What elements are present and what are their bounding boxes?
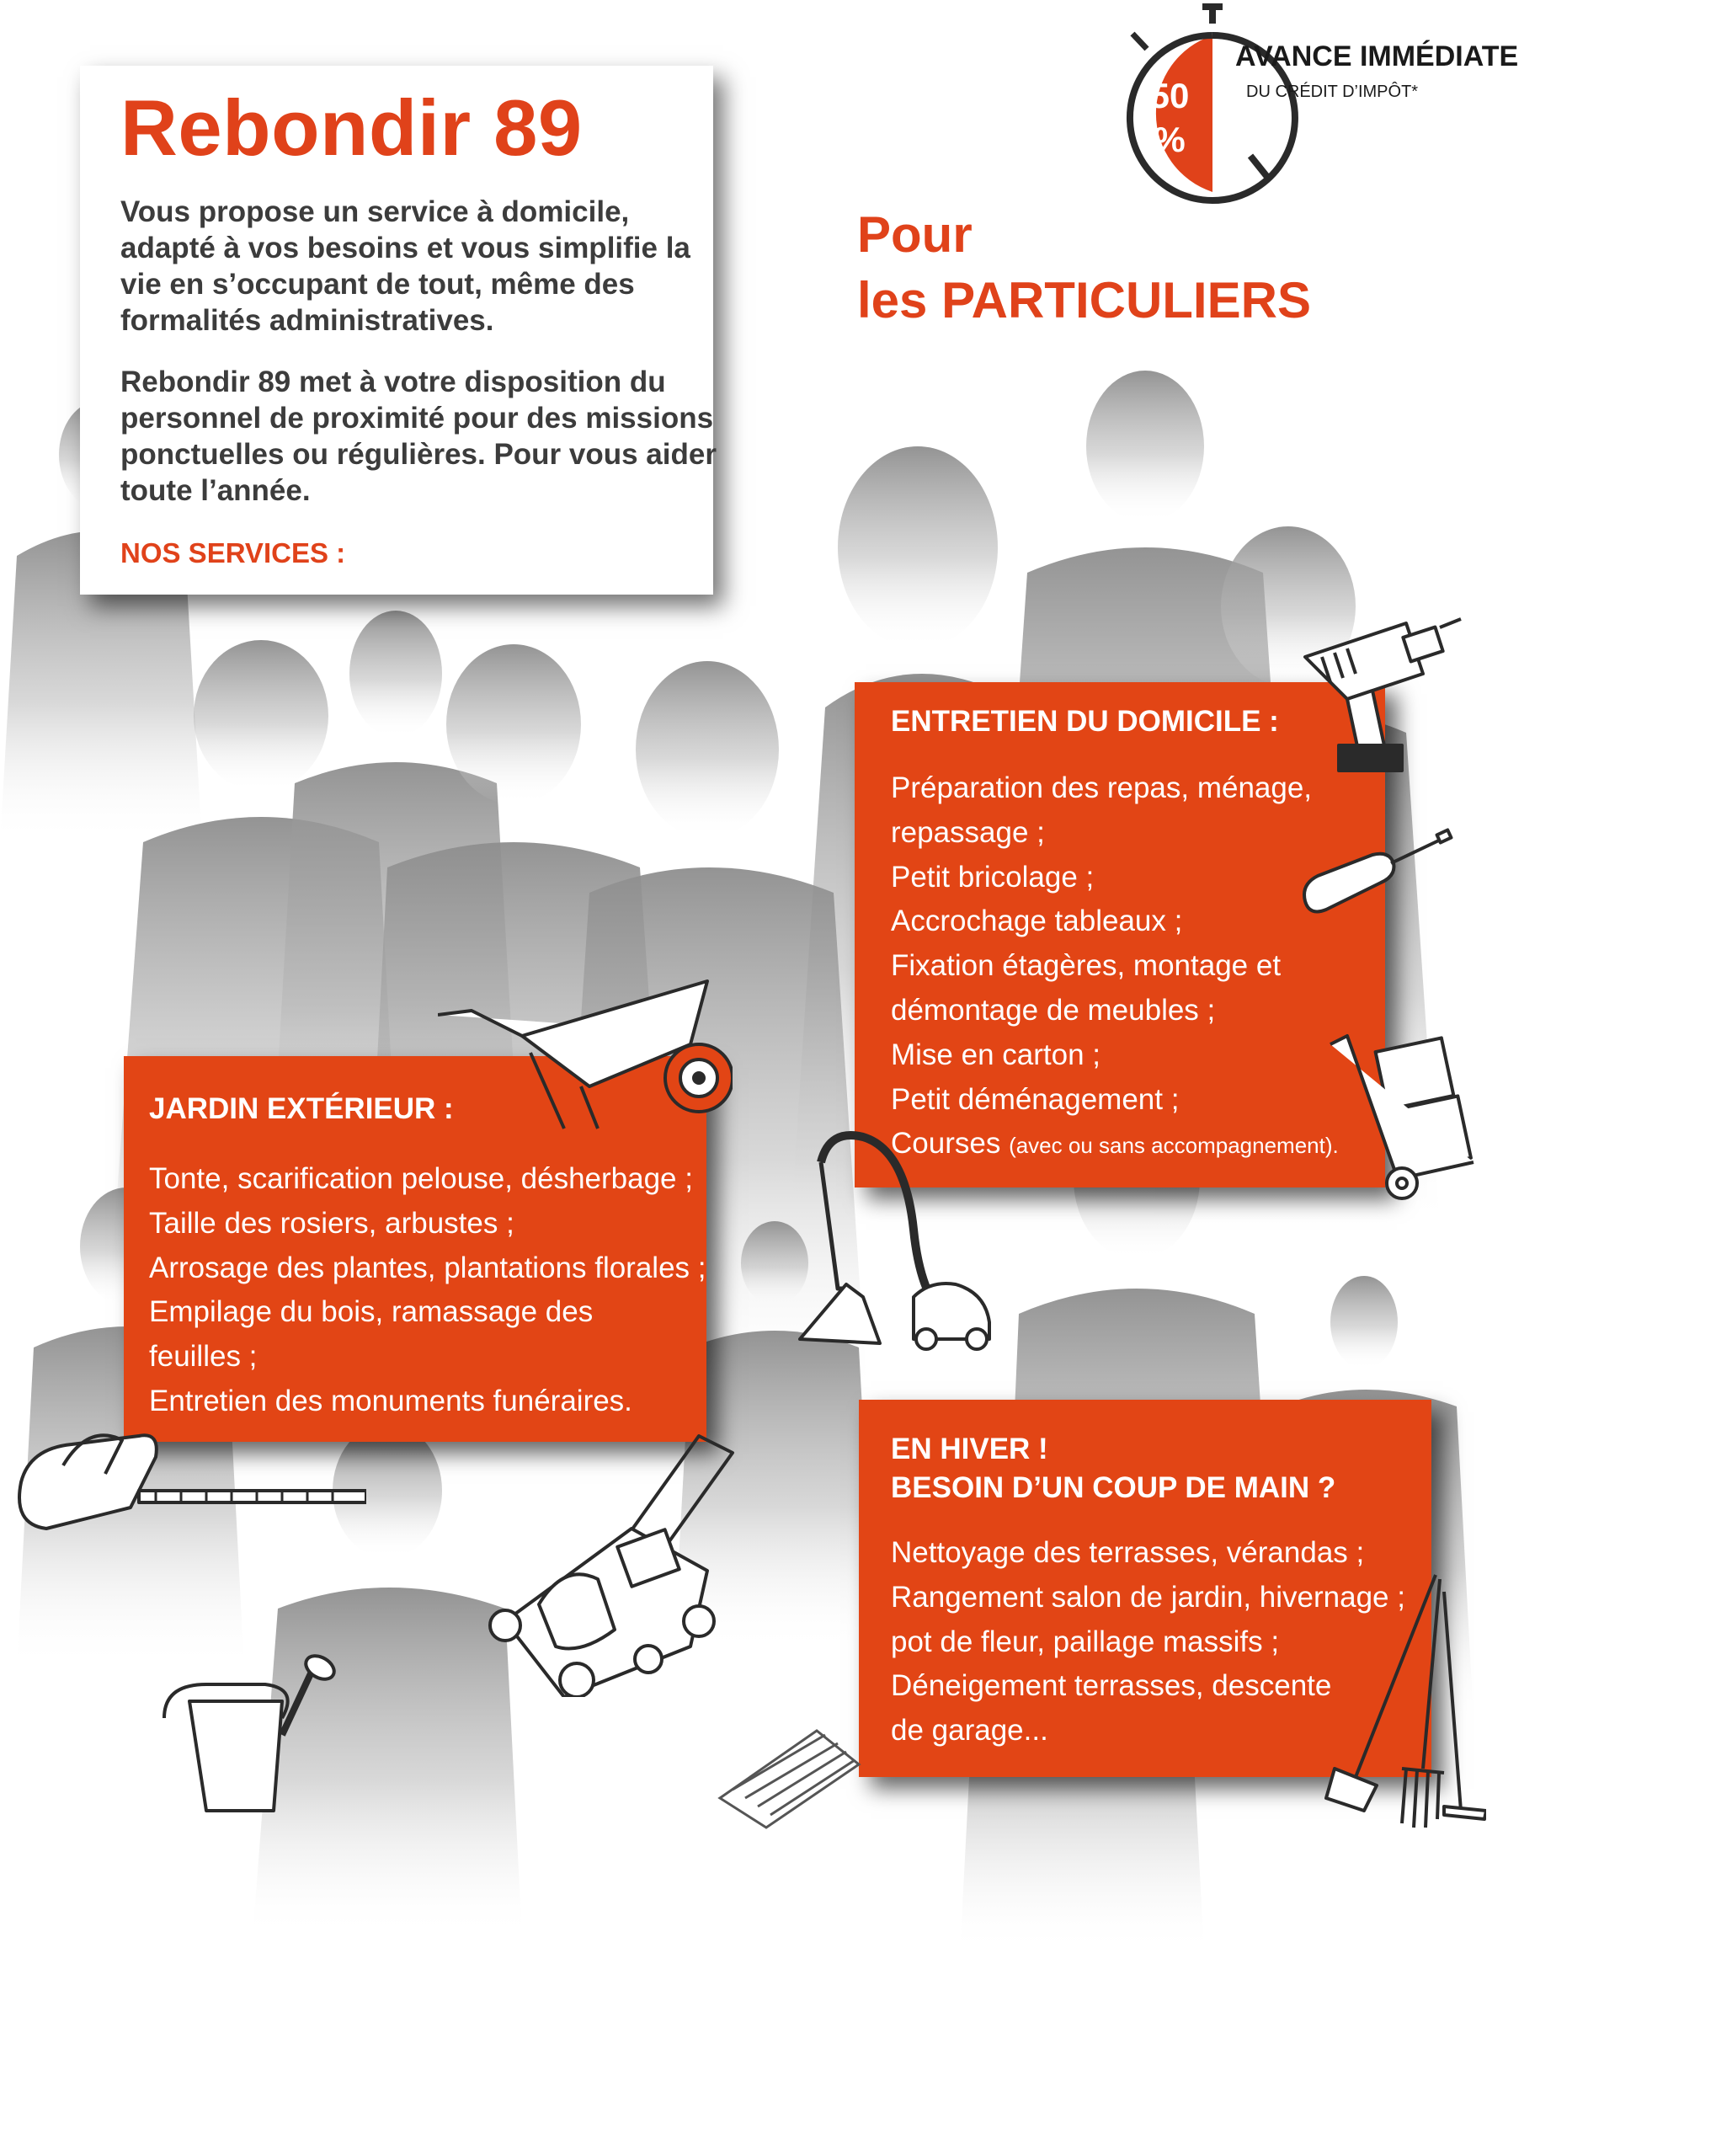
domicile-item: Accrochage tableaux ; [891, 905, 1183, 938]
audience-line-2: les PARTICULIERS [857, 272, 1311, 328]
domicile-title: ENTRETIEN DU DOMICILE : [891, 705, 1279, 738]
hand-truck-icon [1322, 1019, 1499, 1204]
domicile-item: repassage ; [891, 815, 1045, 849]
domicile-item: démontage de meubles ; [891, 993, 1216, 1027]
domicile-item: Petit bricolage ; [891, 860, 1095, 894]
domicile-item: Fixation étagères, montage et [891, 949, 1282, 983]
jardin-item: Taille des rosiers, arbustes ; [149, 1206, 514, 1240]
jardin-item: Empilage du bois, ramassage des [149, 1295, 594, 1329]
hiver-item: Nettoyage des terrasses, vérandas ; [891, 1536, 1365, 1569]
domicile-item: Mise en carton ; [891, 1038, 1100, 1071]
badge-percent-number: 50 [1149, 76, 1190, 115]
hiver-item: Rangement salon de jardin, hivernage ; [891, 1580, 1405, 1614]
badge-percent [1135, 74, 1204, 162]
jardin-item: feuilles ; [149, 1340, 258, 1374]
domicile-item: Petit déménagement ; [891, 1082, 1180, 1116]
domicile-list [891, 766, 1339, 1168]
wheelbarrow-icon [438, 977, 733, 1145]
badge-percent-sign: % [1154, 120, 1186, 159]
brand-title: Rebondir 89 [120, 83, 583, 172]
intro-paragraph-1: Vous propose un service à domicile, adapté à vos besoins et vous simplifie la vie en s’occupant de tout, même des formalités administratives. [120, 195, 690, 337]
watering-can-icon [156, 1651, 341, 1819]
jardin-item: Tonte, scarification pelouse, désherbage ; [149, 1162, 693, 1195]
intro-card [80, 66, 717, 595]
jardin-item: Arrosage des plantes, plantations florales ; [149, 1251, 706, 1284]
garden-tools-icon [1318, 1566, 1486, 1836]
services-heading: NOS SERVICES : [120, 537, 346, 568]
badge-subtitle: DU CRÉDIT D’IMPÔT* [1246, 83, 1419, 101]
hiver-item: pot de fleur, paillage massifs ; [891, 1625, 1280, 1658]
screwdriver-icon [1297, 825, 1457, 926]
hedge-trimmer-icon [13, 1415, 366, 1550]
courses-label: Courses [891, 1127, 1001, 1161]
audience-heading [857, 202, 1311, 334]
hiver-item: de garage... [891, 1714, 1048, 1748]
audience-line-1: Pour [857, 206, 973, 263]
vacuum-icon [796, 1127, 1001, 1356]
hiver-title-line-2: BESOIN D’UN COUP DE MAIN ? [891, 1471, 1336, 1504]
intro-paragraph-2: Rebondir 89 met à votre disposition du personnel de proximité pour des missions ponctuelles ou régulières. Pour vous aider toute l’année. [120, 366, 717, 507]
domicile-item: Préparation des repas, ménage, [891, 771, 1313, 804]
drill-icon [1288, 590, 1474, 775]
hiver-title-line-1: EN HIVER ! [891, 1433, 1048, 1465]
courses-note: (avec ou sans accompagnement). [1009, 1133, 1339, 1159]
hiver-title [891, 1430, 1335, 1508]
jardin-list [149, 1157, 706, 1424]
jardin-title: JARDIN EXTÉRIEUR : [149, 1092, 454, 1125]
lawn-mower-icon [488, 1428, 741, 1697]
jardin-item: Entretien des monuments funéraires. [149, 1384, 632, 1417]
badge-title: AVANCE IMMÉDIATE [1235, 40, 1519, 72]
firewood-icon [716, 1714, 867, 1832]
hiver-item: Déneigement terrasses, descente [891, 1669, 1332, 1703]
